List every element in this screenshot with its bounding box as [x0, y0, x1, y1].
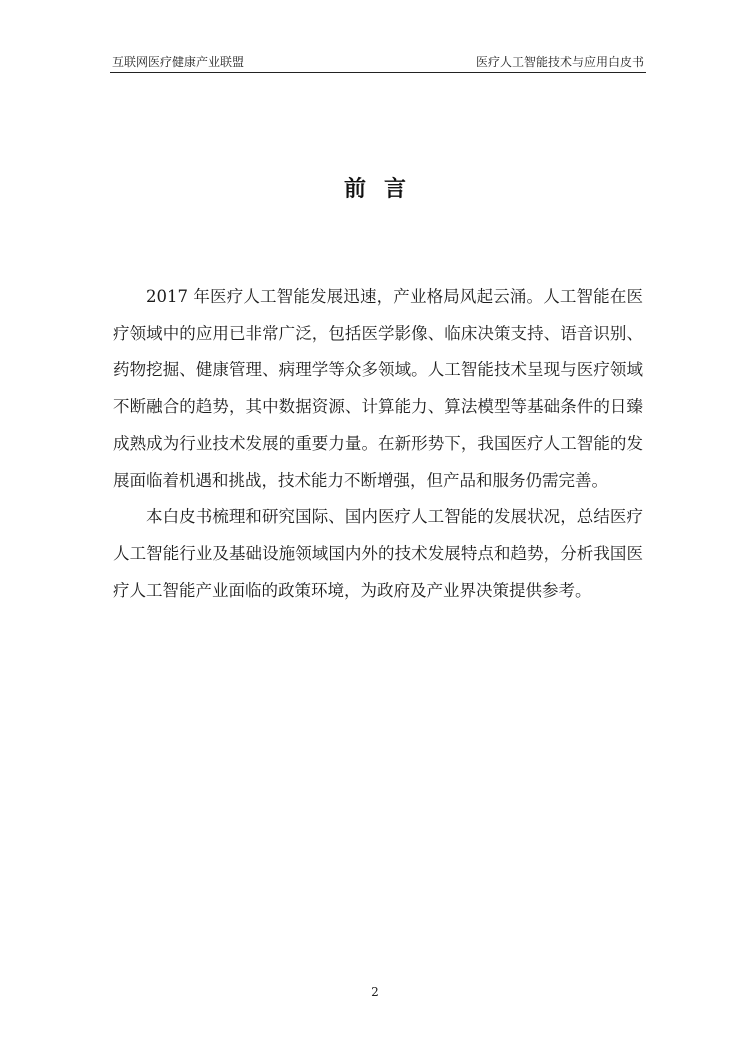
body-text	[113, 279, 643, 609]
header-organization: 互联网医疗健康产业联盟	[112, 55, 245, 69]
header-document-title: 医疗人工智能技术与应用白皮书	[475, 55, 644, 69]
paragraph: 2017 年医疗人工智能发展迅速，产业格局风起云涌。人工智能在医疗领域中的应用已非常广泛，包括医学影像、临床决策支持、语音识别、药物挖掘、健康管理、病理学等众多领域。人工智能技术呈现与医疗领域不断融合的趋势，其中数据资源、计算能力、算法模型等基础条件的日臻成熟成为行业技术发展的重要力量。在新形势下，我国医疗人工智能的发展面临着机遇和挑战，技术能力不断增强，但产品和服务仍需完善。	[113, 287, 643, 490]
page-title: 前言	[343, 176, 424, 202]
paragraph: 本白皮书梳理和研究国际、国内医疗人工智能的发展状况，总结医疗人工智能行业及基础设施领域国内外的技术发展特点和趋势，分析我国医疗人工智能产业面临的政策环境，为政府及产业界决策提供参考。	[113, 507, 643, 600]
page-header	[110, 52, 646, 73]
page-number: 2	[371, 985, 379, 999]
